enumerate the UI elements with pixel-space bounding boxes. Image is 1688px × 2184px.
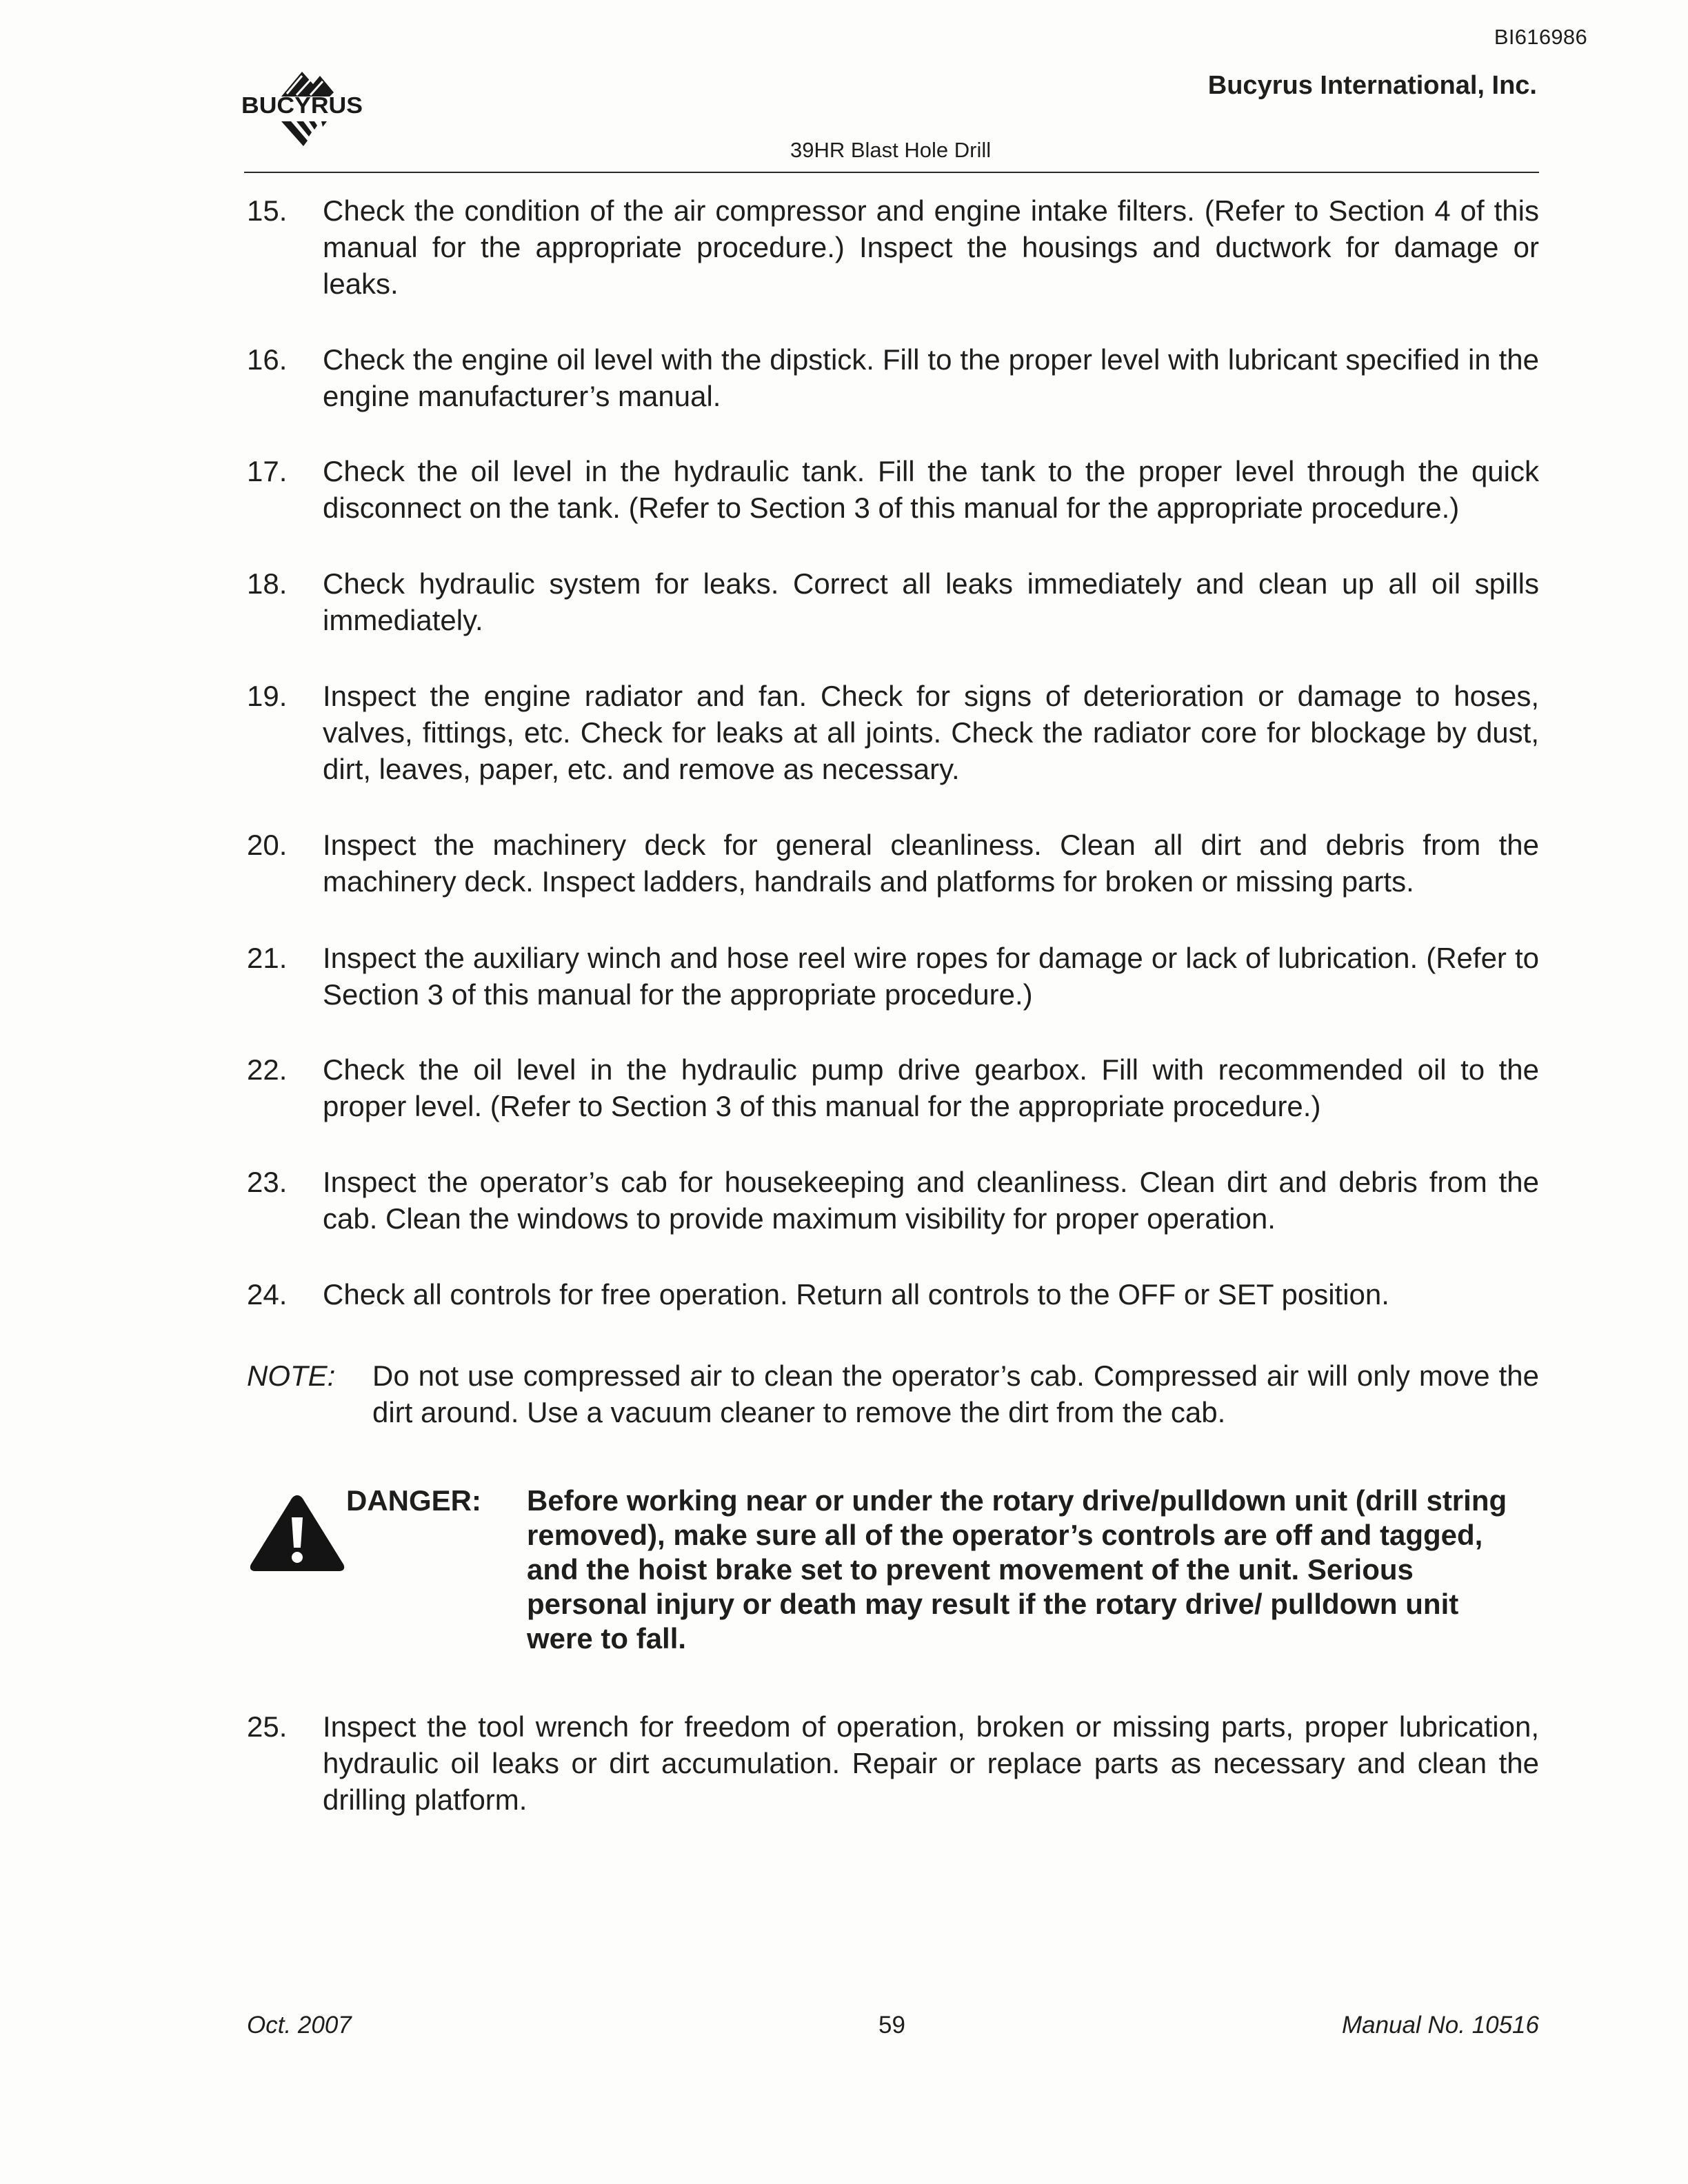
note-label: NOTE: bbox=[247, 1359, 336, 1392]
list-item bbox=[247, 678, 1539, 787]
step-number: 24. bbox=[247, 1278, 288, 1311]
step-text: Check the oil level in the hydraulic tank. Fill the tank to the proper level through the quick disconnect on the tank. (Refer to Section 3 of this manual for the appropriate procedure.) bbox=[323, 455, 1539, 524]
step-text: Inspect the operator’s cab for housekeeping and cleanliness. Clean dirt and debris from the cab. Clean the windows to provide maximum visibility for proper operation. bbox=[323, 1166, 1539, 1235]
step-number: 25. bbox=[247, 1710, 288, 1743]
list-item bbox=[247, 1276, 1539, 1313]
page-number: 59 bbox=[878, 2012, 905, 2039]
list-item bbox=[247, 1708, 1539, 1818]
step-text: Check all controls for free operation. Return all controls to the OFF or SET position. bbox=[323, 1278, 1389, 1311]
step-number: 22. bbox=[247, 1053, 288, 1086]
list-item bbox=[247, 565, 1539, 638]
step-text: Check hydraulic system for leaks. Correct all leaks immediately and clean up all oil spills immediately. bbox=[323, 567, 1539, 636]
danger-text: Before working near or under the rotary drive/pulldown unit (drill string removed), make sure all of the operator’s controls are off and tagged, and the hoist brake set to prevent movement of the unit. Serious personal injury or death may result if the rotary drive/ pulldown unit were to fall. bbox=[527, 1484, 1507, 1655]
step-number: 16. bbox=[247, 343, 288, 376]
list-item bbox=[247, 1164, 1539, 1237]
manual-number: Manual No. 10516 bbox=[1341, 2012, 1539, 2039]
company-name: Bucyrus International, Inc. bbox=[1207, 71, 1537, 100]
step-number: 15. bbox=[247, 194, 288, 227]
step-text: Inspect the auxiliary winch and hose reel wire ropes for damage or lack of lubrication. (Refer to Section 3 of this manual for the appropriate procedure.) bbox=[323, 942, 1539, 1011]
footer-date: Oct. 2007 bbox=[247, 2012, 352, 2039]
document-id: BI616986 bbox=[1494, 25, 1587, 49]
list-item bbox=[247, 940, 1539, 1013]
step-text: Check the condition of the air compressor and engine intake filters. (Refer to Section 4 of this manual for the appropriate procedure.) Inspect the housings and ductwork for damage or leaks. bbox=[323, 194, 1539, 300]
step-number: 23. bbox=[247, 1166, 288, 1198]
step-number: 19. bbox=[247, 680, 288, 712]
header-divider bbox=[244, 172, 1539, 173]
list-item bbox=[247, 453, 1539, 526]
note-text: Do not use compressed air to clean the operator’s cab. Compressed air will only move the dirt around. Use a vacuum cleaner to remove the dirt from the cab. bbox=[372, 1359, 1539, 1428]
note-block bbox=[247, 1357, 1539, 1430]
svg-text:BUCYRUS: BUCYRUS bbox=[241, 92, 363, 118]
bucyrus-logo bbox=[241, 69, 370, 152]
step-number: 18. bbox=[247, 567, 288, 600]
step-number: 17. bbox=[247, 455, 288, 487]
step-number: 21. bbox=[247, 942, 288, 974]
danger-label: DANGER: bbox=[346, 1484, 481, 1517]
list-item bbox=[247, 192, 1539, 302]
step-text: Check the oil level in the hydraulic pump drive gearbox. Fill with recommended oil to the proper level. (Refer to Section 3 of this manual for the appropriate procedure.) bbox=[323, 1053, 1539, 1122]
step-text: Check the engine oil level with the dipstick. Fill to the proper level with lubricant specified in the engine manufacturer’s manual. bbox=[323, 343, 1539, 412]
warning-triangle-icon bbox=[248, 1493, 346, 1574]
step-text: Inspect the machinery deck for general cleanliness. Clean all dirt and debris from the machinery deck. Inspect ladders, handrails and platforms for broken or missing parts. bbox=[323, 829, 1539, 898]
list-item bbox=[247, 1051, 1539, 1124]
step-number: 20. bbox=[247, 829, 288, 861]
document-subtitle: 39HR Blast Hole Drill bbox=[790, 138, 992, 162]
step-text: Inspect the engine radiator and fan. Check for signs of deterioration or damage to hoses, valves, fittings, etc. Check for leaks at all joints. Check the radiator core for blockage by dust, dirt, leaves, paper, etc. and remove as necessary. bbox=[323, 680, 1539, 785]
list-item bbox=[247, 341, 1539, 414]
list-item bbox=[247, 827, 1539, 900]
step-text: Inspect the tool wrench for freedom of operation, broken or missing parts, proper lubrication, hydraulic oil leaks or dirt accumulation. Repair or replace parts as necessary and clean the drilling platform. bbox=[323, 1710, 1539, 1816]
